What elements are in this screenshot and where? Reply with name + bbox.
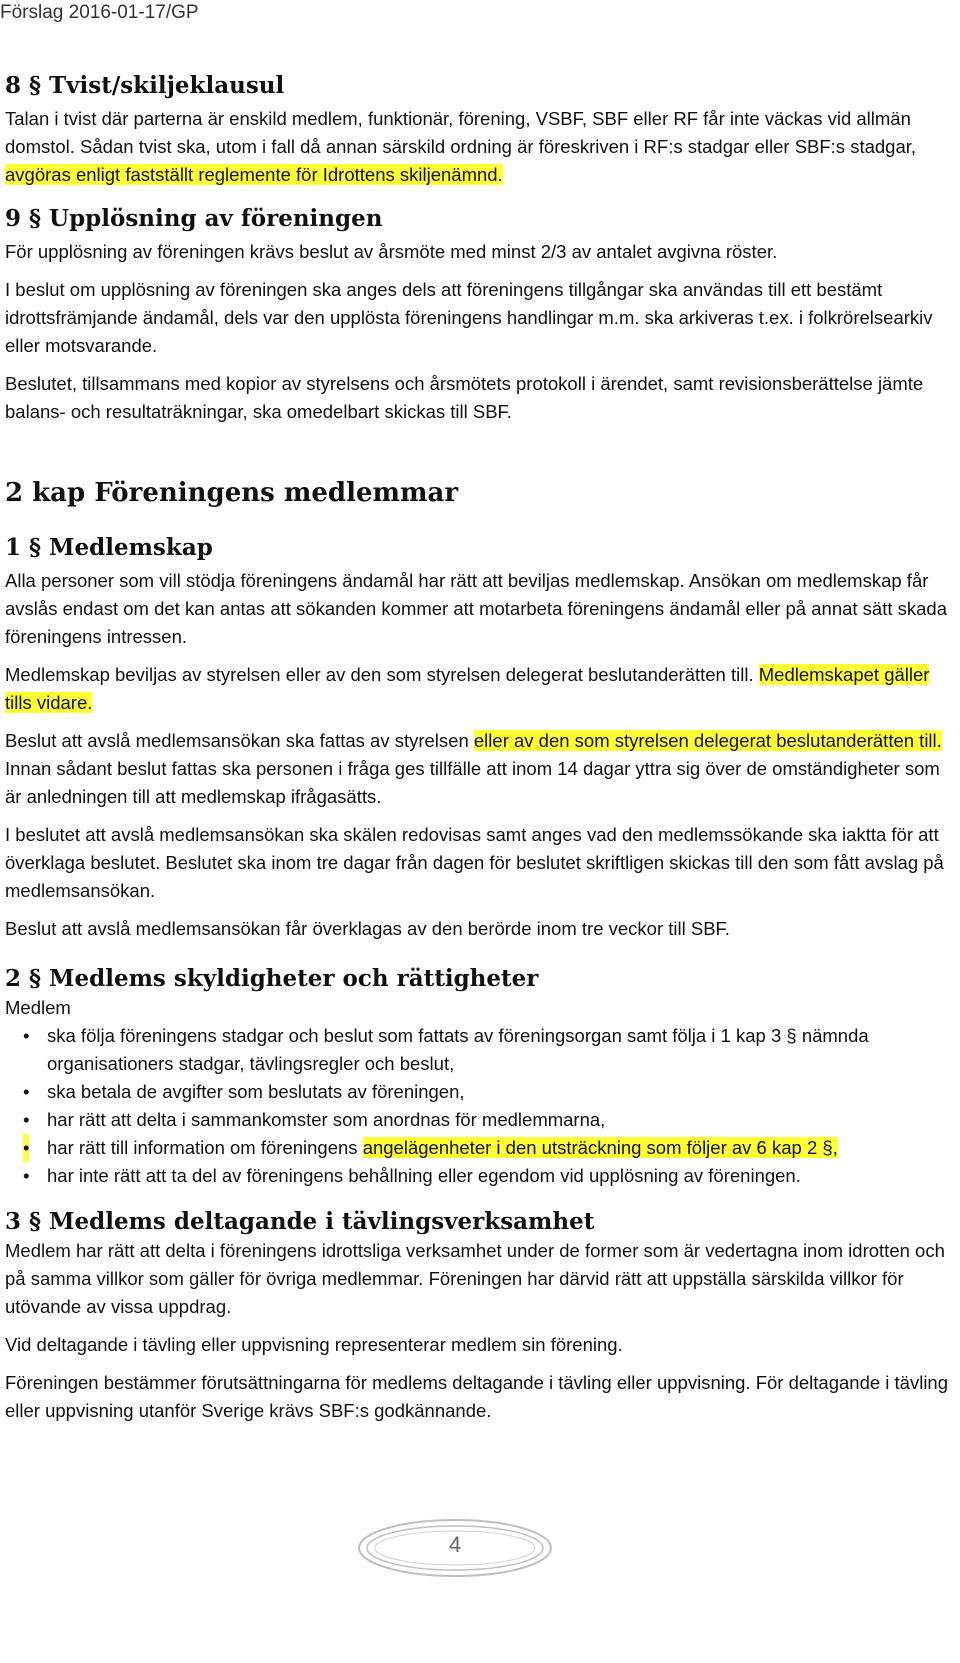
section-8-text: Talan i tvist där parterna är enskild medlem, funktionär, förening, VSBF, SBF eller RF får inte väckas vid allmän domstol. Sådan tvist ska, utom i fall då annan särskild ordning är föreskriven i RF:s stadgar eller SBF:s stadgar, xyxy=(5,108,917,157)
member-section-3-paragraph-2: Vid deltagande i tävling eller uppvisning representerar medlem sin förening. xyxy=(5,1334,623,1355)
member-section-1-paragraph-2 xyxy=(5,661,953,717)
list-item xyxy=(5,1022,953,1078)
bullet-icon: • xyxy=(23,1025,30,1046)
list-item-text: har inte rätt att ta del av föreningens behållning eller egendom vid upplösning av föreningen. xyxy=(47,1165,801,1186)
list-item xyxy=(5,1162,953,1190)
highlight-text: avgöras enligt fastställt reglemente för Idrottens skiljenämnd. xyxy=(5,164,503,185)
list-item xyxy=(5,1106,953,1134)
page-number-badge xyxy=(355,1514,555,1582)
bullet-icon: • xyxy=(23,1081,30,1102)
highlight-text: Medlemskapet gäller tills vidare. xyxy=(5,664,930,713)
page-number: 4 xyxy=(448,1532,462,1557)
member-duties-list xyxy=(5,1022,953,1190)
section-9-heading: 9 § Upplösning av föreningen xyxy=(5,205,383,232)
bullet-icon: • xyxy=(23,1165,30,1186)
chapter-2-heading: 2 kap Föreningens medlemmar xyxy=(5,478,459,508)
bullet-icon: • xyxy=(23,1134,29,1162)
section-8-paragraph xyxy=(5,105,953,189)
section-8-heading: 8 § Tvist/skiljeklausul xyxy=(5,72,285,99)
document-body xyxy=(5,72,953,1425)
member-section-1-paragraph-3 xyxy=(5,727,953,811)
member-section-1-paragraph-4: I beslutet att avslå medlemsansökan ska skälen redovisas samt anges vad den medlemssökande ska iaktta för att överklaga beslutet. Beslutet ska inom tre dagar från dagen för beslutet skriftligen skickas till den som fått avslag på medlemsansökan. xyxy=(5,824,944,901)
list-item-text: har rätt till information om föreningens xyxy=(47,1137,363,1158)
member-section-2-intro: Medlem xyxy=(5,997,71,1018)
member-section-1-paragraph-1: Alla personer som vill stödja föreningens ändamål har rätt att beviljas medlemskap. Ansökan om medlemskap får avslås endast om det kan antas att sökanden kommer att motarbeta föreningens ändamål eller på annat sätt skada föreningens intressen. xyxy=(5,570,948,647)
highlight-text: eller av den som styrelsen delegerat beslutanderätten till. xyxy=(473,730,942,751)
list-item-text: ska följa föreningens stadgar och beslut som fattats av föreningsorgan samt följa i 1 kap 3 § nämnda organisationers stadgar, tävlingsregler och beslut, xyxy=(47,1025,869,1074)
member-section-3-paragraph-3: Föreningen bestämmer förutsättningarna för medlems deltagande i tävling eller uppvisning. För deltagande i tävling eller uppvisning utanför Sverige krävs SBF:s godkännande. xyxy=(5,1372,949,1421)
page-header: Förslag 2016-01-17/GP xyxy=(0,2,199,23)
section-9-paragraph-2: I beslut om upplösning av föreningen ska anges dels att föreningens tillgångar ska användas till ett bestämt idrottsfrämjande ändamål, dels var den upplösta föreningens handlingar m.m. ska arkiveras t.ex. i folkrörelsearkiv eller motsvarande. xyxy=(5,279,933,356)
paragraph-text: Medlemskap beviljas av styrelsen eller av den som styrelsen delegerat beslutanderätten till. xyxy=(5,664,759,685)
section-9-paragraph-1: För upplösning av föreningen krävs beslut av årsmöte med minst 2/3 av antalet avgivna röster. xyxy=(5,241,778,262)
member-section-2-heading: 2 § Medlems skyldigheter och rättigheter xyxy=(5,965,539,992)
bullet-icon: • xyxy=(23,1109,30,1130)
list-item xyxy=(5,1078,953,1106)
list-item-text: har rätt att delta i sammankomster som anordnas för medlemmarna, xyxy=(47,1109,606,1130)
list-item xyxy=(5,1134,953,1162)
paragraph-text: Innan sådant beslut fattas ska personen i fråga ges tillfälle att inom 14 dagar yttra sig över de omständigheter som är anledningen till att medlemskap ifrågasätts. xyxy=(5,758,940,807)
member-section-3-heading: 3 § Medlems deltagande i tävlingsverksamhet xyxy=(5,1208,595,1235)
list-item-text: ska betala de avgifter som beslutats av föreningen, xyxy=(47,1081,465,1102)
paragraph-text: Beslut att avslå medlemsansökan ska fattas av styrelsen xyxy=(5,730,474,751)
member-section-1-paragraph-5: Beslut att avslå medlemsansökan får överklagas av den berörde inom tre veckor till SBF. xyxy=(5,918,730,939)
section-9-paragraph-3: Beslutet, tillsammans med kopior av styrelsens och årsmötets protokoll i ärendet, samt revisionsberättelse jämte balans- och resultaträkningar, ska omedelbart skickas till SBF. xyxy=(5,373,924,422)
member-section-3-paragraph-1: Medlem har rätt att delta i föreningens idrottsliga verksamhet under de former som är vedertagna inom idrotten och på samma villkor som gäller för övriga medlemmar. Föreningen har därvid rätt att uppställa särskilda villkor för utövande av vissa uppdrag. xyxy=(5,1240,945,1317)
member-section-1-heading: 1 § Medlemskap xyxy=(5,534,213,561)
highlight-text: angelägenheter i den utsträckning som följer av 6 kap 2 §, xyxy=(362,1137,838,1158)
